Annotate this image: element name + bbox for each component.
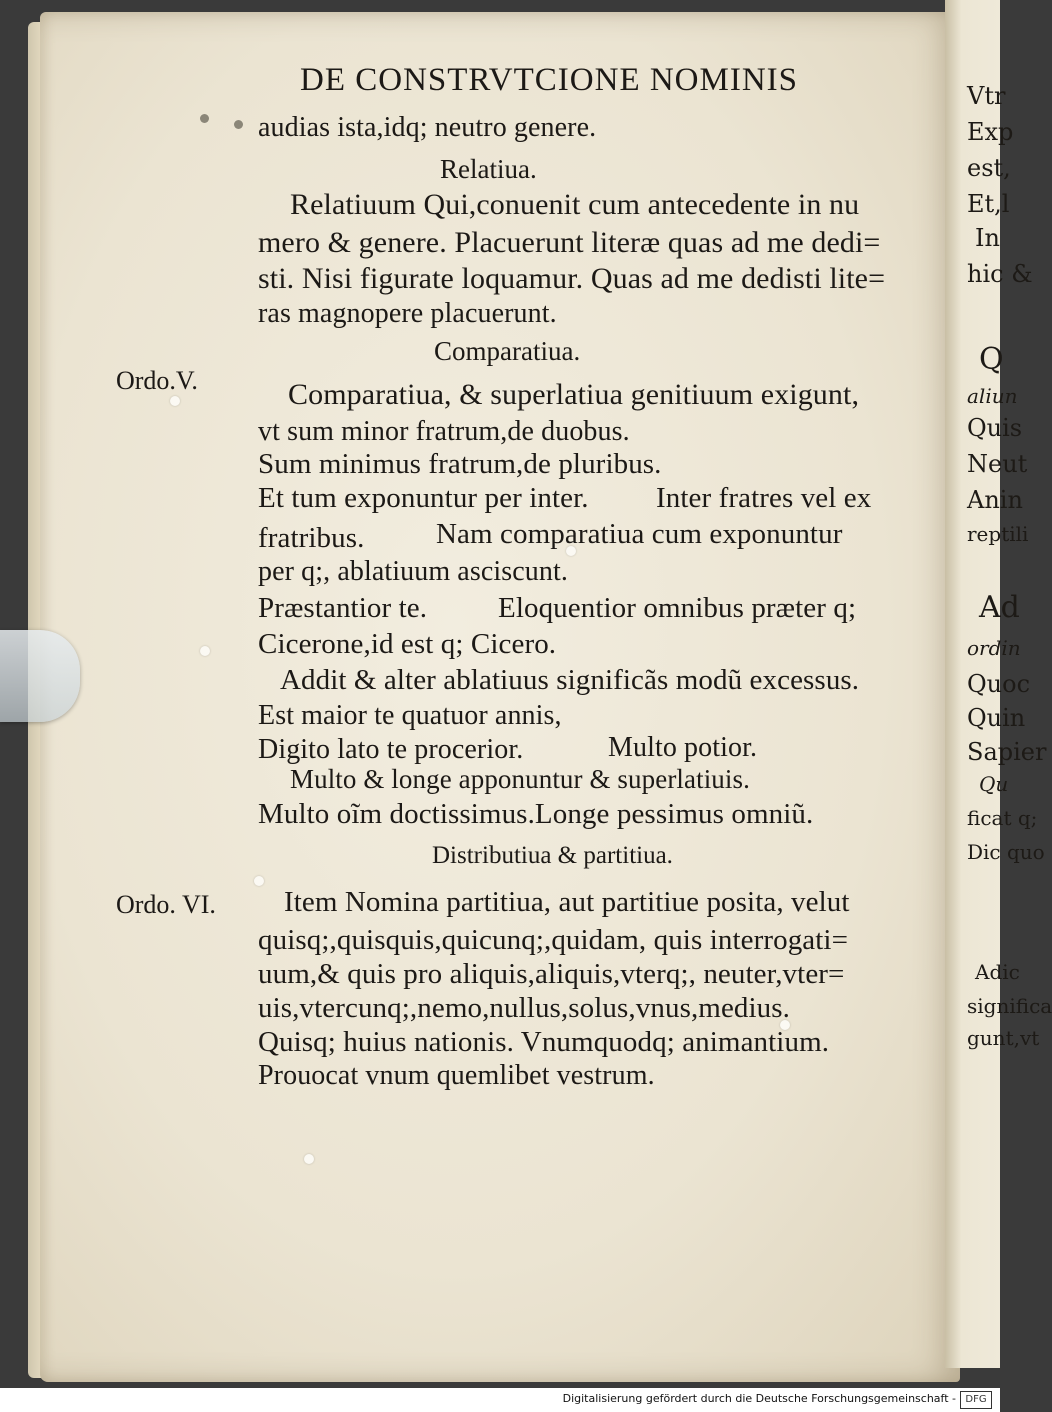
- text-line: quisq;,quisquis,quicunq;,quidam, quis interrogati=: [258, 924, 849, 956]
- facing-fragment: hic &: [967, 260, 1033, 288]
- text-line: Sum minimus fratrum,de pluribus.: [258, 448, 662, 480]
- margin-note: Ordo. VI.: [116, 890, 216, 919]
- text-line: fratribus.: [258, 522, 365, 554]
- facing-fragment: Dic quo: [967, 840, 1045, 864]
- text-line: Addit & alter ablatiuus significãs modũ excessus.: [280, 664, 860, 696]
- text-line: Inter fratres vel ex: [656, 482, 872, 514]
- text-line: Multo potior.: [608, 732, 758, 763]
- text-line: Quisq; huius nationis. Vnumquodq; animantium.: [258, 1026, 830, 1058]
- text-line: per q;, ablatiuum asciscunt.: [258, 556, 568, 587]
- text-line: Et tum exponuntur per inter.: [258, 482, 589, 514]
- pin-hole: [200, 646, 210, 656]
- text-line: ras magnopere placuerunt.: [258, 298, 557, 329]
- text-line: Prouocat vnum quemlibet vestrum.: [258, 1060, 655, 1091]
- facing-fragment: Quis: [967, 414, 1023, 442]
- text-line: Eloquentior omnibus præter q;: [498, 592, 857, 624]
- facing-fragment: Ad: [979, 590, 1020, 625]
- text-line: Digito lato te procerior.: [258, 734, 524, 765]
- pin-hole: [170, 396, 180, 406]
- facing-fragment: reptili: [967, 522, 1029, 546]
- margin-note: Ordo.V.: [116, 366, 198, 395]
- dfg-logo: DFG: [960, 1391, 992, 1409]
- ink-dot: [200, 114, 209, 123]
- facing-fragment: Quoc: [967, 670, 1031, 698]
- section-heading: Distributiua & partitiua.: [432, 842, 673, 869]
- pin-hole: [304, 1154, 314, 1164]
- facing-fragment: Sapier: [967, 738, 1047, 766]
- facing-page: [945, 0, 1052, 1368]
- text-line: Multo & longe apponuntur & superlatiuis.: [290, 764, 750, 794]
- facing-fragment: Q: [979, 342, 1004, 377]
- facing-fragment: Qu: [979, 772, 1009, 796]
- facing-fragment: Exp: [967, 118, 1014, 146]
- text-line: vt sum minor fratrum,de duobus.: [258, 416, 630, 447]
- text-line: uum,& quis pro aliquis,aliquis,vterq;, neuter,vter=: [258, 958, 845, 990]
- text-line: Item Nomina partitiua, aut partitiue posita, velut: [284, 886, 850, 918]
- text-line: Nam comparatiua cum exponuntur: [436, 518, 843, 550]
- facing-fragment: In: [975, 224, 1000, 252]
- facing-fragment: significa: [967, 994, 1052, 1018]
- facing-fragment: Quin: [967, 704, 1026, 732]
- text-line: audias ista,idq; neutro genere.: [258, 112, 597, 143]
- text-line: Est maior te quatuor annis,: [258, 700, 562, 731]
- pin-hole: [254, 876, 264, 886]
- facing-fragment: ordin: [967, 636, 1021, 660]
- facing-fragment: aliun: [967, 384, 1018, 408]
- footer-credit: Digitalisierung gefördert durch die Deutsche Forschungsgemeinschaft -: [562, 1392, 956, 1405]
- text-line: Præstantior te.: [258, 592, 428, 624]
- page-title: DE CONSTRVTCIONE NOMINIS: [300, 62, 799, 98]
- ink-dot: [234, 120, 243, 129]
- footer-bar: [0, 1388, 1000, 1412]
- text-line: mero & genere. Placuerunt literæ quas ad me dedi=: [258, 226, 881, 259]
- section-heading: Relatiua.: [440, 154, 537, 184]
- text-line: Cicerone,id est q; Cicero.: [258, 628, 557, 660]
- facing-fragment: Adic: [975, 960, 1020, 984]
- facing-fragment: Et,l: [967, 190, 1010, 218]
- text-line: sti. Nisi figurate loquamur. Quas ad me dedisti lite=: [258, 262, 886, 295]
- facing-fragment: gunt,vt: [967, 1026, 1040, 1050]
- text-line: Relatiuum Qui,conuenit cum antecedente in nu: [290, 188, 860, 221]
- facing-fragment: est,: [967, 154, 1011, 182]
- facing-fragment: ficat q;: [967, 806, 1038, 830]
- facing-fragment: Neut: [967, 450, 1028, 478]
- text-line: Comparatiua, & superlatiua genitiuum exigunt,: [288, 378, 860, 411]
- text-line: uis,vtercunq;,nemo,nullus,solus,vnus,medius.: [258, 992, 791, 1024]
- page-clip: [0, 630, 80, 722]
- text-line: Multo oĩm doctissimus.Longe pessimus omniũ.: [258, 798, 814, 830]
- section-heading: Comparatiua.: [434, 336, 581, 366]
- facing-fragment: Anin: [967, 486, 1023, 514]
- facing-fragment: Vtr: [967, 82, 1006, 110]
